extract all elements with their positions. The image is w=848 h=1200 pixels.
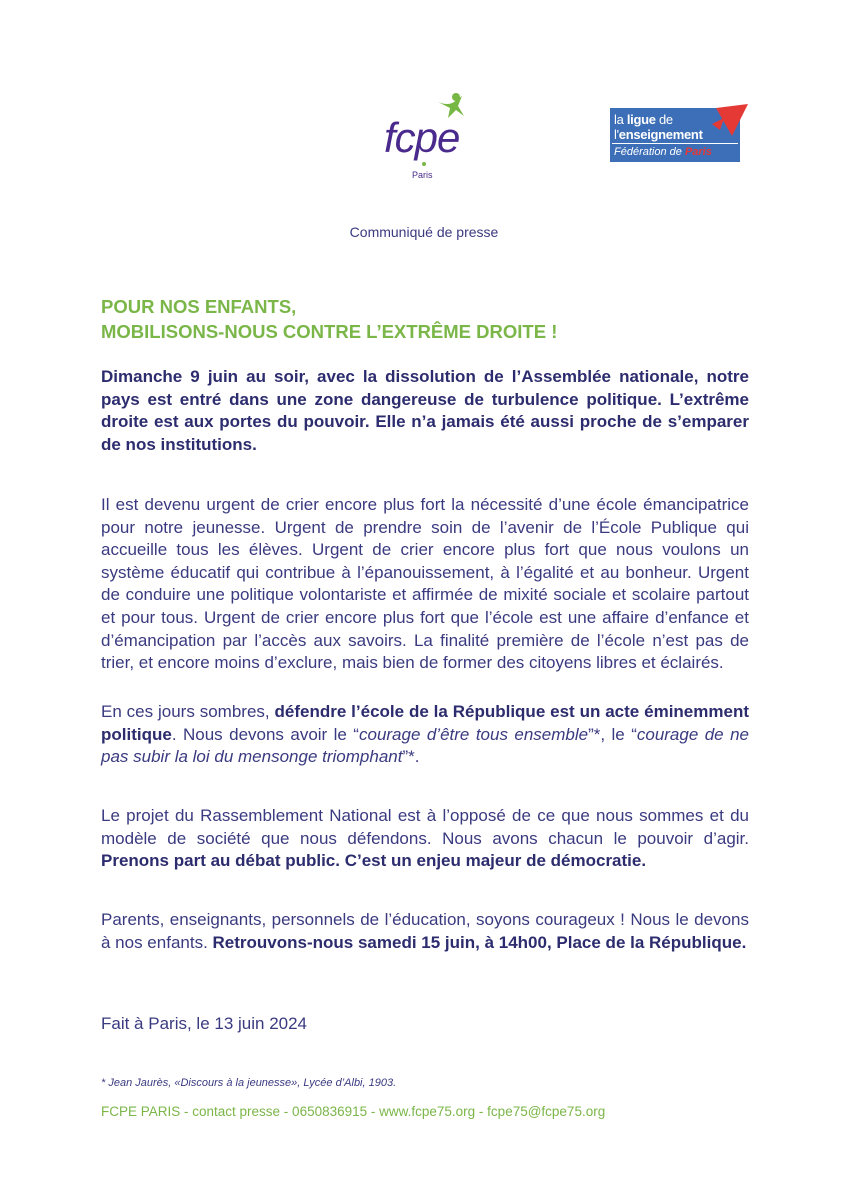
fcpe-wordmark: fcpe [384,114,460,161]
paragraph-1: Il est devenu urgent de crier encore plus fort la nécessité d’une école émancipatrice pour notre jeunesse. Urgent de prendre soin de l’avenir de l’École Publique qui accueille tous les élèves. Urgent de crier encore plus fort que nous voulons un système éducatif qui contribue à l’épanouissement, à l’égalité et au bonheur. Urgent de conduire une politique volontariste et affirmée de mixité sociale et scolaire partout et pour tous. Urgent de crier encore plus fort que l’école est une affaire d’enfance et d’émancipation par l’accès aux savoirs. La finalité première de l’école n’est pas de trier, et encore moins d’exclure, mais bien de former des citoyens libres et éclairés. [101,495,749,673]
ligue-l2-bold: enseignement [618,127,703,142]
p3-bold: Prenons part au débat public. C’est un enjeu majeur de démocratie. [101,851,647,871]
headline [101,294,751,344]
ligue-l1-tail: de [655,112,673,127]
fcpe-city: Paris [412,170,433,180]
paragraph-2 [101,701,749,769]
ligue-line-1 [614,112,673,127]
ligue-l1-normal: la [614,112,627,127]
ligue-enseignement-logo [610,108,750,168]
paragraph-3 [101,805,749,873]
ligue-l3-normal: Fédération de [614,146,685,158]
ligue-l1-bold: ligue [626,112,656,127]
headline-line-1: POUR NOS ENFANTS, [101,296,297,317]
p2-text-e: ”*, le “ [588,724,637,744]
p3-text: Le projet du Rassemblement National est à l’opposé de ce que nous sommes et du modèle de société que nous défendons. Nous avons chacun le pouvoir d’agir. [101,806,749,848]
red-flag-icon [710,104,750,138]
fcpe-logo [380,92,470,192]
headline-line-2: MOBILISONS-NOUS CONTRE L’EXTRÊME DROITE ! [101,321,558,342]
p2-text-g: ”*. [402,747,420,767]
ligue-line-3 [614,146,712,158]
p4-bold: Retrouvons-nous samedi 15 juin, à 14h00, Place de la République. [212,932,747,952]
p2-italic-2: courage de ne pas subir la loi du mensonge triomphant [101,724,749,767]
footnote: * Jean Jaurès, «Discours à la jeunesse», Lycée d’Albi, 1903. [101,1077,397,1089]
p2-italic-1: courage d’être tous ensemble [358,724,589,744]
ligue-separator [612,143,738,144]
ligue-l3-red: Paris [684,146,712,158]
footer-contact: FCPE PARIS - contact presse - 0650836915 - www.fcpe75.org - fcpe75@fcpe75.org [101,1104,606,1119]
communique-label: Communiqué de presse [349,224,499,240]
lead-paragraph: Dimanche 9 juin au soir, avec la dissolution de l’Assemblée nationale, notre pays est entré dans une zone dangereuse de turbulence politique. L’extrême droite est aux portes du pouvoir. Elle n’a jamais été aussi proche de s’emparer de nos institutions. [101,367,749,454]
ligue-l2-normal: l' [614,127,619,142]
fcpe-dot [422,162,426,166]
signature-line: Fait à Paris, le 13 juin 2024 [101,1014,308,1033]
paragraph-4 [101,909,749,954]
p2-bold: défendre l’école de la République est un acte éminemment politique [101,702,749,744]
ligue-line-2 [614,127,703,142]
p2-text-c: . Nous devons avoir le “ [171,724,359,744]
p2-text-a: En ces jours sombres, [101,702,275,721]
p4-text: Parents, enseignants, personnels de l’éducation, soyons courageux ! Nous le devons à nos enfants. [101,910,749,952]
